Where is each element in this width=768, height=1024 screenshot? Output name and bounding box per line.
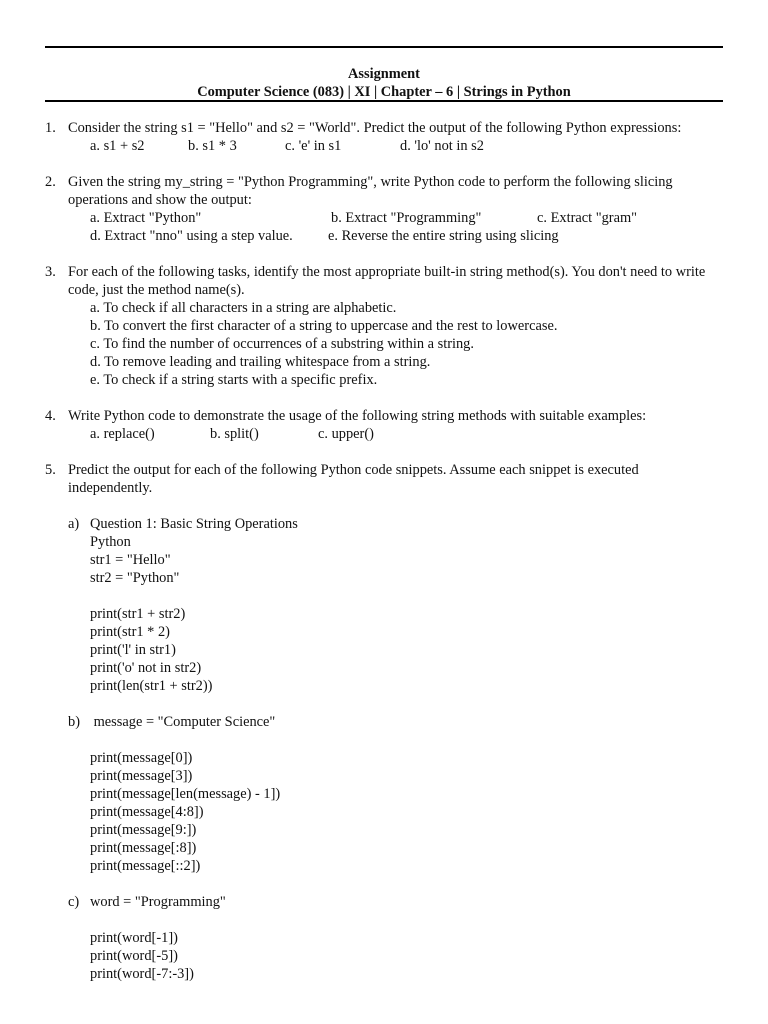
code-line: print(str1 + str2) <box>90 606 186 622</box>
option-d: d. Extract "nno" using a step value. <box>90 228 293 244</box>
question-1 <box>0 119 768 155</box>
code-line: str2 = "Python" <box>90 570 180 586</box>
snippet-b <box>0 713 768 875</box>
sub-item: b. To convert the first character of a string to uppercase and the rest to lowercase. <box>90 318 558 334</box>
option-row <box>0 137 768 155</box>
option-c: c. 'e' in s1 <box>285 138 342 154</box>
question-number: 2. <box>45 174 56 190</box>
sub-item: a. To check if all characters in a string are alphabetic. <box>90 300 397 316</box>
question-text: Given the string my_string = "Python Programming", write Python code to perform the following slicing operations and show the output: <box>68 174 673 208</box>
sub-item: e. To check if a string starts with a specific prefix. <box>90 372 378 388</box>
code-line: print(message[::2]) <box>90 858 201 874</box>
snippet-label: b) <box>68 714 80 730</box>
code-line: print(word[-7:-3]) <box>90 966 194 982</box>
question-number: 4. <box>45 408 56 424</box>
option-c: c. Extract "gram" <box>537 210 638 226</box>
snippet-a <box>0 515 768 695</box>
code-line: Question 1: Basic String Operations <box>90 516 298 532</box>
questions <box>0 119 768 1001</box>
option-d: d. 'lo' not in s2 <box>400 138 484 154</box>
page-subtitle: Computer Science (083) | XI | Chapter – 6 | Strings in Python <box>197 84 571 100</box>
code-line: word = "Programming" <box>90 894 226 910</box>
question-text: Consider the string s1 = "Hello" and s2 = "World". Predict the output of the following Python expressions: <box>68 120 682 136</box>
question-number: 3. <box>45 264 56 280</box>
blank-line <box>0 731 768 749</box>
option-b: b. Extract "Programming" <box>331 210 482 226</box>
code-line: print(word[-5]) <box>90 948 178 964</box>
question-2 <box>0 173 768 245</box>
option-c: c. upper() <box>318 426 374 442</box>
question-number: 1. <box>45 120 56 136</box>
question-text: Write Python code to demonstrate the usage of the following string methods with suitable examples: <box>68 408 647 424</box>
blank-line <box>0 587 768 605</box>
code-line: message = "Computer Science" <box>90 714 276 730</box>
question-number: 5. <box>45 462 56 478</box>
header-rule <box>45 100 723 102</box>
code-line: str1 = "Hello" <box>90 552 171 568</box>
code-line: print(len(str1 + str2)) <box>90 678 213 694</box>
option-row <box>0 425 768 443</box>
option-a: a. replace() <box>90 426 155 442</box>
option-row <box>0 209 768 227</box>
sub-item: c. To find the number of occurrences of a substring within a string. <box>90 336 474 352</box>
top-rule <box>45 46 723 48</box>
question-3 <box>0 263 768 389</box>
snippet-label: a) <box>68 516 80 532</box>
question-4 <box>0 407 768 443</box>
code-line: print('o' not in str2) <box>90 660 202 676</box>
code-line: print(message[4:8]) <box>90 804 204 820</box>
code-line: print(message[:8]) <box>90 840 197 856</box>
code-line: print(message[0]) <box>90 750 193 766</box>
question-5 <box>0 461 768 497</box>
page-title: Assignment <box>348 66 420 82</box>
snippet-label: c) <box>68 894 80 910</box>
option-b: b. s1 * 3 <box>188 138 237 154</box>
option-a: a. Extract "Python" <box>90 210 202 226</box>
snippet-c <box>0 893 768 983</box>
option-e: e. Reverse the entire string using slicing <box>328 228 559 244</box>
question-text: For each of the following tasks, identify the most appropriate built-in string method(s). You don't need to write code, just the method name(s). <box>68 264 706 298</box>
option-a: a. s1 + s2 <box>90 138 145 154</box>
option-b: b. split() <box>210 426 259 442</box>
code-line: print(message[len(message) - 1]) <box>90 786 281 802</box>
code-line: print(str1 * 2) <box>90 624 170 640</box>
code-line: Python <box>90 534 131 550</box>
code-line: print(word[-1]) <box>90 930 178 946</box>
code-line: print(message[9:]) <box>90 822 197 838</box>
option-row <box>0 227 768 245</box>
question-text: Predict the output for each of the following Python code snippets. Assume each snippet is executed independently. <box>68 462 639 496</box>
blank-line <box>0 911 768 929</box>
sub-item: d. To remove leading and trailing whitespace from a string. <box>90 354 431 370</box>
code-line: print(message[3]) <box>90 768 193 784</box>
code-line: print('l' in str1) <box>90 642 176 658</box>
